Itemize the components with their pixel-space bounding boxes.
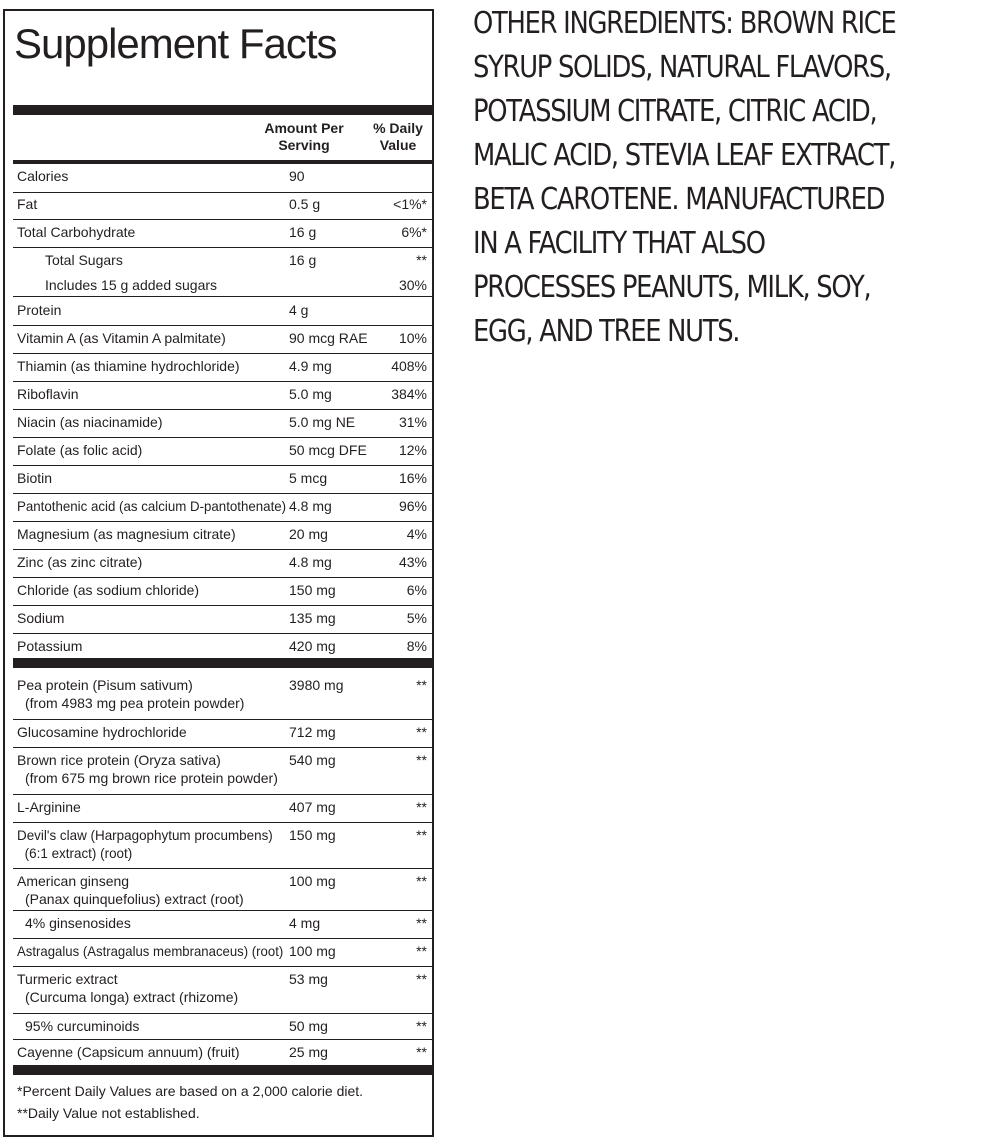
nutrient-source-note: (6:1 extract) (root) [24,845,133,861]
footnote-dv-not-established: **Daily Value not established. [17,1105,200,1121]
nutrient-amount: 90 [289,168,305,184]
nutrient-row [13,192,433,220]
nutrient-amount: 135 mg [289,610,336,626]
nutrient-amount: 5.0 mg NE [289,414,356,430]
nutrient-row [13,939,433,967]
nutrient-row [13,578,433,606]
bottom-thick-rule [13,1065,433,1075]
nutrient-daily-value: ** [416,1018,427,1034]
nutrient-name-line: 95% curcuminoids [25,1018,140,1034]
nutrient-daily-value: ** [416,724,427,740]
nutrient-amount: 0.5 g [289,196,321,212]
nutrient-row [13,522,433,550]
nutrient-amount: 90 mcg RAE [289,330,368,346]
supplement-facts-panel [3,9,434,1137]
nutrient-name [17,525,236,543]
nutrient-name [17,195,37,213]
nutrient-name-line: Brown rice protein (Oryza sativa) [17,752,221,768]
nutrient-amount: 540 mg [289,752,336,768]
nutrient-row [13,438,433,466]
nutrient-name-line: Zinc (as zinc citrate) [17,554,143,570]
nutrient-daily-value: ** [416,971,427,987]
header-amount: Amount Per Serving [264,120,344,153]
nutrient-row [13,1040,433,1065]
nutrient-daily-value: ** [416,677,427,693]
nutrient-row [13,382,433,410]
nutrient-amount: 4 mg [289,915,321,931]
nutrient-daily-value: 6%* [401,224,427,240]
nutrient-daily-value: 12% [398,442,427,458]
nutrient-name [17,751,278,787]
nutrient-daily-value: 16% [398,470,427,486]
header-daily-value: % Daily Value [373,120,423,153]
nutrient-row [13,410,433,438]
nutrient-name-line: Turmeric extract [17,971,118,987]
nutrient-name [17,441,142,459]
nutrient-amount: 50 mg [289,1018,328,1034]
nutrient-amount: 150 mg [289,827,336,843]
nutrient-name-line: Thiamin (as thiamine hydrochloride) [17,358,240,374]
nutrient-daily-value: 5% [406,610,427,626]
nutrient-daily-value: ** [416,915,427,931]
nutrient-name [17,826,273,862]
nutrient-row [13,720,433,748]
nutrient-daily-value: ** [416,827,427,843]
nutrient-name-line: Total Carbohydrate [17,224,136,240]
nutrient-name-line: Calories [17,168,69,184]
nutrient-name-line: Riboflavin [17,386,79,402]
nutrient-source-note: (from 4983 mg pea protein powder) [25,695,245,711]
nutrient-row [13,673,433,720]
nutrient-daily-value: 43% [398,554,427,570]
nutrient-name [17,872,244,908]
nutrient-name [17,1017,139,1035]
nutrient-name-line: Devil's claw (Harpagophytum procumbens) [17,827,273,843]
nutrient-name-line: Cayenne (Capsicum annuum) (fruit) [17,1044,240,1060]
nutrient-amount: 16 g [289,252,317,268]
nutrient-daily-value: 4% [406,526,427,542]
nutrient-amount: 5 mcg [289,470,328,486]
nutrient-name [17,609,64,627]
nutrient-daily-value: 10% [398,330,427,346]
nutrient-name-line: Includes 15 g added sugars [45,277,218,293]
nutrient-name [17,469,52,487]
other-ingredients: OTHER INGREDIENTS: BROWN RICE SYRUP SOLIDS, NATURAL FLAVORS, POTASSIUM CITRATE, CITRIC ACID, MALIC ACID, STEVIA LEAF EXTRACT, BETA CAROTENE. MANUFACTURED IN A FACILITY THAT ALSO PROCESSES PEANUTS, MILK, SOY, EGG, AND TREE NUTS. [473,6,896,349]
nutrient-daily-value: 8% [406,638,427,654]
nutrient-daily-value: ** [416,943,427,959]
nutrient-daily-value: ** [416,252,427,268]
nutrient-name-line: Pea protein (Pisum sativum) [17,677,193,693]
nutrient-row [13,220,433,248]
nutrient-name-line: Potassium [17,638,83,654]
nutrient-amount: 150 mg [289,582,336,598]
nutrient-row [13,1014,433,1040]
nutrient-row [13,795,433,823]
nutrient-daily-value: <1%* [393,196,427,212]
nutrient-name [17,723,187,741]
nutrient-name-line: Total Sugars [45,252,123,268]
nutrient-source-note: (Panax quinquefolius) extract (root) [25,891,244,907]
nutrient-name-line: Folate (as folic acid) [17,442,143,458]
nutrient-name [17,329,226,347]
nutrient-row [13,354,433,382]
nutrient-name [17,167,68,185]
footnote-percent-dv: *Percent Daily Values are based on a 2,000 calorie diet. [17,1083,364,1099]
nutrient-daily-value: ** [416,799,427,815]
nutrient-name-line: Pantothenic acid (as calcium D-pantothenate) [17,498,287,514]
nutrient-row [13,248,433,276]
nutrient-daily-value: 96% [398,498,427,514]
nutrient-daily-value: ** [416,752,427,768]
nutrient-amount: 53 mg [289,971,328,987]
nutrient-amount: 4.9 mg [289,358,332,374]
nutrient-name [17,497,286,515]
top-thick-rule [13,105,433,115]
nutrient-row [13,326,433,354]
nutrient-name [17,301,61,319]
nutrient-name-line: Niacin (as niacinamide) [17,414,163,430]
nutrient-name-line: Sodium [17,610,65,626]
nutrient-name [17,581,199,599]
section-thick-rule [13,658,433,668]
nutrient-name [17,251,123,269]
nutrient-name-line: Vitamin A (as Vitamin A palmitate) [17,330,226,346]
nutrient-daily-value: 30% [398,277,427,293]
nutrient-name [17,276,217,294]
nutrient-name-line: Chloride (as sodium chloride) [17,582,200,598]
nutrient-source-note: (Curcuma longa) extract (rhizome) [25,989,239,1005]
nutrient-amount: 5.0 mg [289,386,332,402]
nutrient-daily-value: 6% [406,582,427,598]
nutrient-amount: 50 mcg DFE [289,442,367,458]
nutrient-name [17,676,244,712]
nutrient-daily-value: ** [416,873,427,889]
nutrient-row [13,606,433,634]
nutrient-row [13,911,433,939]
panel-title: Supplement Facts [14,20,337,67]
nutrient-name [17,637,82,655]
nutrient-name-line: Glucosamine hydrochloride [17,724,187,740]
nutrient-name [17,914,131,932]
nutrient-amount: 20 mg [289,526,328,542]
nutrient-row [13,494,433,522]
nutrient-name [17,385,78,403]
nutrient-name-line: Biotin [17,470,53,486]
nutrient-name [17,970,238,1006]
nutrient-amount: 712 mg [289,724,336,740]
nutrient-amount: 3980 mg [289,677,344,693]
nutrient-daily-value: 408% [391,358,427,374]
nutrient-name-line: Magnesium (as magnesium citrate) [17,526,236,542]
nutrient-row [13,164,433,193]
nutrient-daily-value: 31% [398,414,427,430]
nutrient-name [17,413,163,431]
nutrient-row [13,967,433,1014]
nutrient-daily-value: ** [416,1044,427,1060]
nutrient-name-line: Protein [17,302,62,318]
nutrient-amount: 407 mg [289,799,336,815]
nutrient-name-line: American ginseng [17,873,130,889]
nutrient-name-line: 4% ginsenosides [25,915,131,931]
nutrient-name-line: Astragalus (Astragalus membranaceus) (root) [17,943,284,959]
nutrient-row [13,869,433,911]
nutrient-name [17,223,135,241]
nutrient-source-note: (from 675 mg brown rice protein powder) [25,770,278,786]
nutrient-name [17,942,283,960]
nutrient-amount: 4 g [289,302,309,318]
nutrient-row [13,634,433,654]
nutrient-row [13,823,433,869]
nutrient-row [13,273,433,297]
nutrient-amount: 420 mg [289,638,336,654]
nutrient-row [13,298,433,326]
nutrient-name [17,798,81,816]
nutrient-name [17,357,240,375]
nutrient-amount: 16 g [289,224,317,240]
nutrient-row [13,550,433,578]
nutrient-name-line: Fat [17,196,38,212]
nutrient-name [17,1043,240,1061]
nutrient-amount: 25 mg [289,1044,328,1060]
nutrient-daily-value: 384% [391,386,427,402]
nutrient-amount: 4.8 mg [289,554,332,570]
nutrient-name [17,553,142,571]
nutrient-name-line: L-Arginine [17,799,81,815]
nutrient-row [13,466,433,494]
nutrient-amount: 100 mg [289,873,336,889]
nutrient-row [13,748,433,795]
nutrient-amount: 4.8 mg [289,498,332,514]
nutrient-amount: 100 mg [289,943,336,959]
